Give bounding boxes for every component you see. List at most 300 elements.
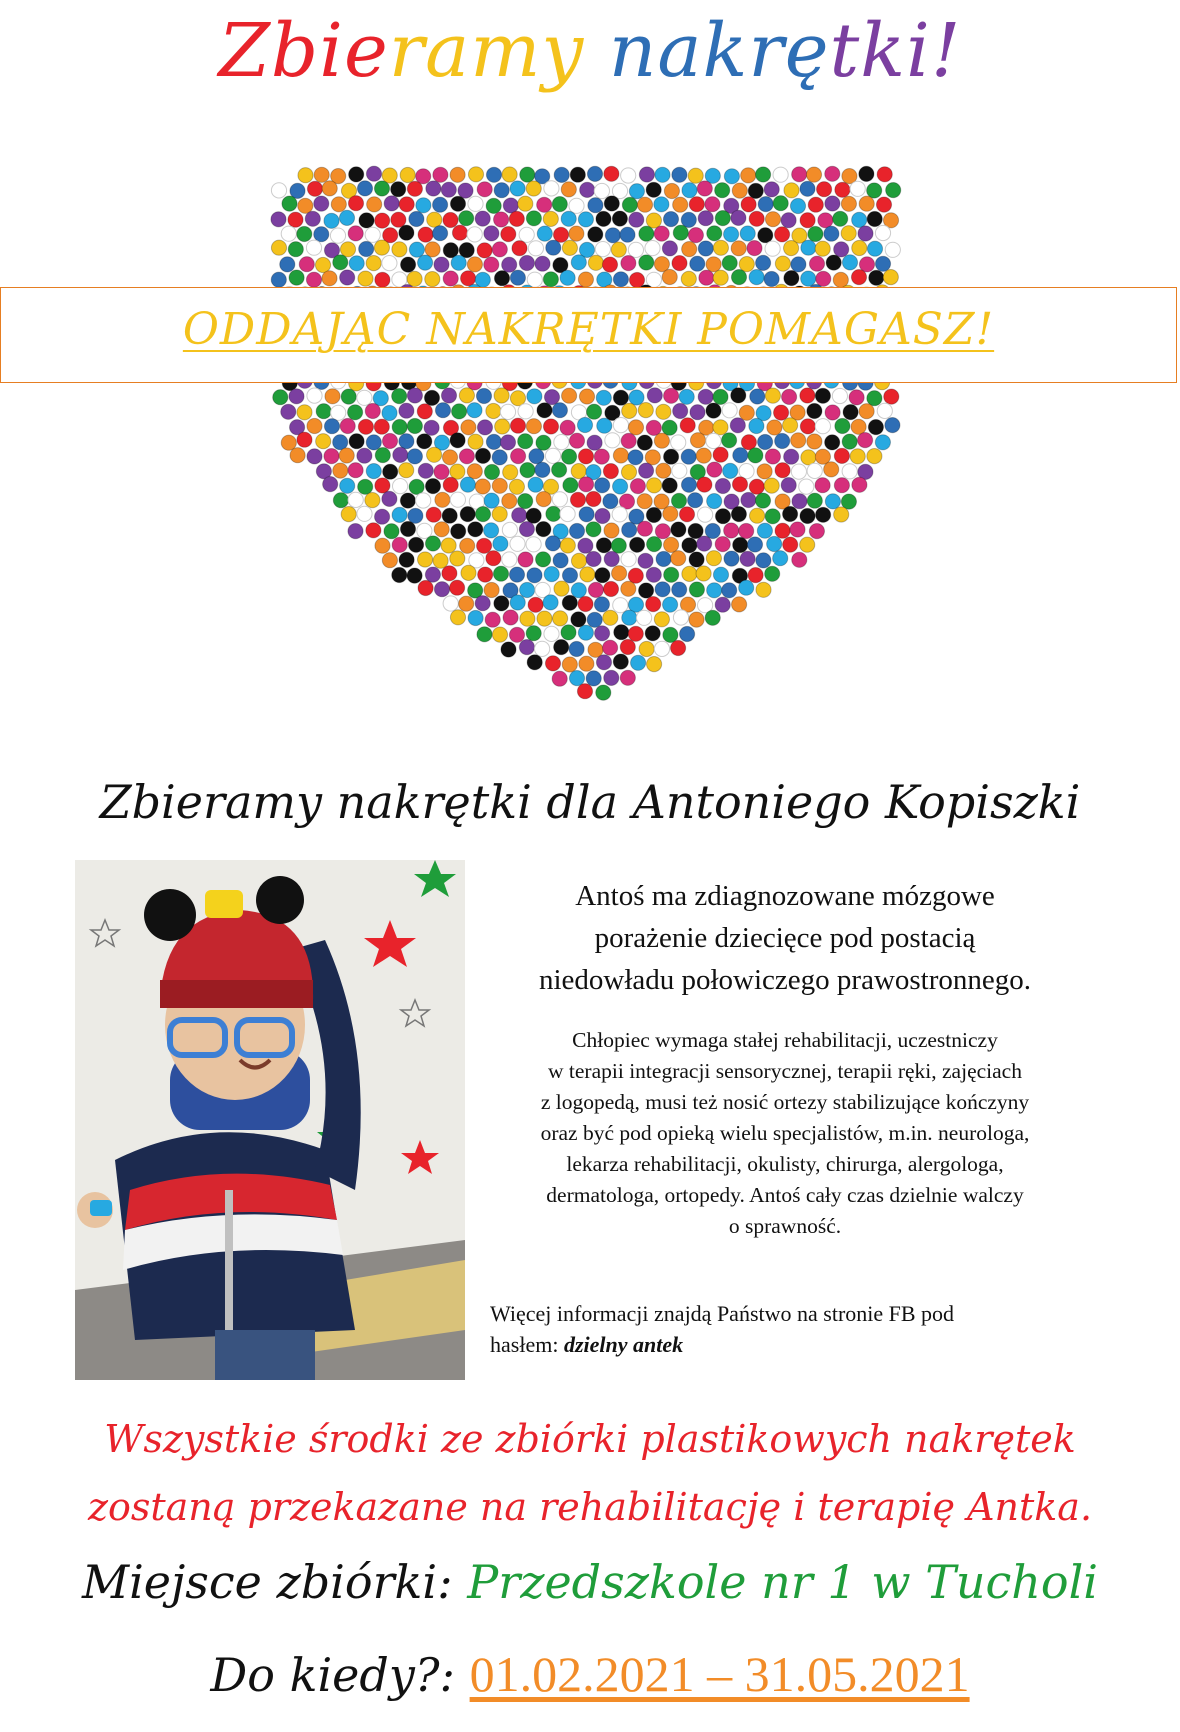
bottle-cap [732, 477, 747, 492]
bottle-cap [740, 226, 755, 241]
bottle-cap [307, 388, 322, 403]
bottle-cap [502, 167, 517, 182]
bottle-cap [554, 167, 569, 182]
bottle-cap [613, 272, 628, 287]
bottle-cap [612, 507, 627, 522]
bottle-cap [877, 167, 892, 182]
bottle-cap [791, 464, 806, 479]
bottle-cap [359, 241, 374, 256]
bottle-cap [543, 272, 558, 287]
bottle-cap [375, 538, 390, 553]
bottle-cap [526, 181, 541, 196]
bottle-cap [806, 167, 821, 182]
bottle-cap [502, 552, 517, 567]
bottle-cap [518, 494, 533, 509]
bottle-cap [604, 196, 619, 211]
bottle-cap [400, 521, 415, 536]
bottle-cap [809, 256, 824, 271]
bottle-cap [783, 537, 798, 552]
bottle-cap [535, 641, 550, 656]
bottle-cap [519, 227, 534, 242]
bottle-cap [713, 270, 728, 285]
bottle-cap [399, 197, 414, 212]
bottle-cap [561, 625, 576, 640]
bottle-cap [526, 537, 541, 552]
bottle-cap [562, 240, 577, 255]
bottle-cap [689, 197, 704, 212]
bottle-cap [826, 255, 841, 270]
bottle-cap [561, 211, 576, 226]
bottle-cap [433, 167, 448, 182]
facebook-info-line-2 [490, 1329, 1090, 1360]
bottle-cap [739, 580, 754, 595]
bottle-cap [297, 432, 312, 447]
bottle-cap [671, 435, 686, 450]
bottle-cap [349, 256, 364, 271]
bottle-cap [621, 465, 636, 480]
title-part-4: tki! [829, 8, 962, 94]
bottle-cap [468, 167, 483, 182]
bottle-cap [673, 403, 688, 418]
bottle-cap [647, 388, 662, 403]
therapy-line-5: lekarza rehabilitacji, okulisty, chirurga, alergologa, [566, 1152, 1004, 1176]
bottle-cap [358, 479, 373, 494]
bottle-cap [645, 626, 660, 641]
bottle-cap [698, 507, 713, 522]
bottle-cap [494, 271, 509, 286]
bottle-cap [638, 403, 653, 418]
bottle-cap [800, 508, 815, 523]
bottle-cap [494, 596, 509, 611]
bottle-cap [501, 227, 516, 242]
bottle-cap [297, 405, 312, 420]
bottle-cap [707, 583, 722, 598]
bottle-cap [612, 211, 627, 226]
bottle-cap [663, 212, 678, 227]
bottle-cap [544, 181, 559, 196]
bottle-cap [570, 167, 585, 182]
bottle-cap [451, 524, 466, 539]
bottle-cap [375, 478, 390, 493]
bottle-cap [348, 524, 363, 539]
bottle-cap [509, 567, 524, 582]
bottle-cap [825, 435, 840, 450]
bottle-cap [639, 167, 654, 182]
bottle-cap [614, 625, 629, 640]
bottle-cap [366, 166, 381, 181]
bottle-cap [512, 241, 527, 256]
bottle-cap [468, 434, 483, 449]
bottle-cap [656, 404, 671, 419]
bottle-cap [765, 212, 780, 227]
bottle-cap [425, 536, 440, 551]
bottle-cap [662, 241, 677, 256]
bottle-cap [825, 196, 840, 211]
bottle-cap [784, 449, 799, 464]
bottle-cap [392, 242, 407, 257]
bottle-cap [409, 479, 424, 494]
bottle-cap [755, 493, 770, 508]
bottle-caps-heart-image [270, 165, 910, 765]
bottle-cap [604, 670, 619, 685]
bottle-cap [579, 656, 594, 671]
bottle-cap [731, 388, 746, 403]
bottle-cap [486, 434, 501, 449]
bottle-cap [340, 478, 355, 493]
bottle-cap [587, 404, 602, 419]
bottle-cap [654, 641, 669, 656]
bottle-cap [366, 523, 381, 538]
bottle-cap [782, 389, 797, 404]
funds-note-line-2: zostaną przekazane na rehabilitację i terapię Antka. [87, 1485, 1093, 1529]
bottle-cap [850, 449, 865, 464]
bottle-cap [427, 447, 442, 462]
bottle-cap [594, 183, 609, 198]
bottle-cap [569, 671, 584, 686]
bottle-cap [628, 450, 643, 465]
bottle-cap [468, 522, 483, 537]
bottle-cap [478, 567, 493, 582]
bottle-cap [613, 479, 628, 494]
bottle-cap [500, 435, 515, 450]
bottle-cap [341, 507, 356, 522]
bottle-cap [545, 656, 560, 671]
bottle-cap [546, 506, 561, 521]
bottle-cap [579, 477, 594, 492]
bottle-cap [399, 552, 414, 567]
bottle-cap [639, 226, 654, 241]
bottle-cap [603, 464, 618, 479]
bottle-cap [655, 524, 670, 539]
bottle-cap [443, 271, 458, 286]
bottle-cap [749, 479, 764, 494]
bottle-cap [510, 270, 525, 285]
bottle-cap [426, 181, 441, 196]
bottle-cap [850, 181, 865, 196]
bottle-cap [605, 433, 620, 448]
bottle-cap [622, 522, 637, 537]
bottle-cap [273, 390, 288, 405]
bottle-cap [852, 240, 867, 255]
bottle-cap [715, 597, 730, 612]
bottle-cap [699, 270, 714, 285]
bottle-cap [348, 492, 363, 507]
bottle-cap [631, 655, 646, 670]
bottle-cap [594, 449, 609, 464]
title-part-2: ramy [388, 8, 609, 94]
bottle-cap [366, 464, 381, 479]
bottle-cap [348, 405, 363, 420]
bottle-cap [359, 213, 374, 228]
bottle-cap [526, 419, 541, 434]
therapy-line-1: Chłopiec wymaga stałej rehabilitacji, uczestniczy [572, 1028, 998, 1052]
bottle-cap [348, 463, 363, 478]
bottle-cap [663, 506, 678, 521]
bottle-cap [756, 553, 771, 568]
bottle-cap [639, 255, 654, 270]
bottle-cap [526, 508, 541, 523]
bottle-cap [818, 213, 833, 228]
bottle-cap [324, 449, 339, 464]
bottle-cap [655, 167, 670, 182]
bottle-cap [663, 597, 678, 612]
bottle-cap [834, 507, 849, 522]
bottle-cap [672, 463, 687, 478]
bottle-cap [271, 183, 286, 198]
bottle-cap [441, 538, 456, 553]
bottle-cap [621, 256, 636, 271]
bottle-cap [783, 418, 798, 433]
bottle-cap [859, 404, 874, 419]
bottle-cap [467, 403, 482, 418]
bottle-cap [441, 388, 456, 403]
bottle-cap [528, 241, 543, 256]
bottle-cap [715, 211, 730, 226]
bottle-cap [628, 420, 643, 435]
bottle-cap [681, 449, 696, 464]
bottle-cap [299, 257, 314, 272]
bottle-cap [365, 493, 380, 508]
bottle-cap [400, 493, 415, 508]
bottle-cap [680, 418, 695, 433]
bottle-cap [750, 389, 765, 404]
bottle-cap [815, 478, 830, 493]
bottle-cap [671, 522, 686, 537]
bottle-cap [494, 183, 509, 198]
bottle-cap [545, 536, 560, 551]
bottle-cap [407, 388, 422, 403]
bottle-cap [817, 182, 832, 197]
bottle-cap [492, 450, 507, 465]
bottle-cap [520, 167, 535, 182]
bottle-cap [825, 405, 840, 420]
bottle-cap [442, 508, 457, 523]
bottle-cap [792, 552, 807, 567]
bottle-cap [681, 271, 696, 286]
bottle-cap [392, 567, 407, 582]
bottle-cap [578, 596, 593, 611]
bottle-cap [807, 403, 822, 418]
bottle-cap [622, 610, 637, 625]
bottle-cap [426, 507, 441, 522]
bottle-cap [792, 494, 807, 509]
bottle-cap [484, 226, 499, 241]
bottle-cap [424, 420, 439, 435]
bottle-cap [484, 464, 499, 479]
bottle-cap [407, 181, 422, 196]
bottle-cap [392, 537, 407, 552]
bottle-cap [713, 240, 728, 255]
bottle-cap [715, 478, 730, 493]
bottle-cap [765, 449, 780, 464]
bottle-cap [434, 464, 449, 479]
bottle-cap [767, 420, 782, 435]
bottle-cap [671, 493, 686, 508]
bottle-cap [435, 403, 450, 418]
bottle-cap [512, 508, 527, 523]
bottle-cap [663, 627, 678, 642]
bottle-cap [724, 551, 739, 566]
bottle-cap [646, 213, 661, 228]
bottle-cap [333, 493, 348, 508]
bottle-cap [791, 433, 806, 448]
bottle-cap [408, 508, 423, 523]
bottle-cap [528, 597, 543, 612]
bottle-cap [562, 449, 577, 464]
bottle-cap [384, 524, 399, 539]
bottle-cap [629, 212, 644, 227]
bottle-cap [620, 227, 635, 242]
bottle-cap [705, 610, 720, 625]
bottle-cap [392, 507, 407, 522]
bottle-cap [628, 626, 643, 641]
bottle-cap [807, 493, 822, 508]
bottle-cap [715, 183, 730, 198]
bottle-cap [825, 166, 840, 181]
bottle-cap [520, 582, 535, 597]
bottle-cap [800, 213, 815, 228]
bottle-cap [603, 494, 618, 509]
facebook-info [490, 1298, 1090, 1360]
bottle-cap [824, 462, 839, 477]
therapy-line-6: dermatologa, ortopedy. Antoś cały czas dzielnie walczy [546, 1183, 1024, 1207]
bottle-cap [637, 197, 652, 212]
bottle-cap [758, 228, 773, 243]
bottle-cap [833, 211, 848, 226]
bottle-cap [876, 197, 891, 212]
bottle-cap [467, 464, 482, 479]
bottle-cap [510, 418, 525, 433]
bottle-cap [382, 491, 397, 506]
bottle-cap [382, 433, 397, 448]
bottle-cap [740, 551, 755, 566]
bottle-cap [365, 227, 380, 242]
bottle-cap [637, 521, 652, 536]
bottle-cap [679, 389, 694, 404]
bottle-cap [554, 581, 569, 596]
bottle-cap [427, 212, 442, 227]
bottle-cap [529, 449, 544, 464]
bottle-cap [800, 537, 815, 552]
bottle-cap [784, 241, 799, 256]
bottle-cap [645, 241, 660, 256]
bottle-cap [792, 167, 807, 182]
bottle-cap [475, 479, 490, 494]
bottle-cap [689, 612, 704, 627]
bottle-cap [450, 196, 465, 211]
bottle-cap [339, 448, 354, 463]
bottle-cap [596, 390, 611, 405]
bottle-cap [605, 228, 620, 243]
bottle-cap [468, 196, 483, 211]
bottle-cap [707, 494, 722, 509]
bottle-cap [552, 403, 567, 418]
bottle-cap [596, 538, 611, 553]
bottle-cap [799, 479, 814, 494]
bottle-cap [597, 418, 612, 433]
bottle-cap [571, 553, 586, 568]
bottle-cap [713, 420, 728, 435]
bottle-cap [825, 494, 840, 509]
bottle-cap [416, 198, 431, 213]
bottle-cap [307, 418, 322, 433]
collection-place [0, 1555, 1180, 1609]
bottle-cap [594, 597, 609, 612]
bottle-cap [543, 211, 558, 226]
bottle-cap [537, 197, 552, 212]
bottle-cap [664, 449, 679, 464]
bottle-cap [425, 272, 440, 287]
bottle-cap [859, 196, 874, 211]
bottle-cap [325, 389, 340, 404]
bottle-cap [834, 448, 849, 463]
bottle-cap [809, 524, 824, 539]
bottle-cap [536, 435, 551, 450]
bottle-cap [673, 197, 688, 212]
bottle-cap [409, 242, 424, 257]
bottle-cap [886, 183, 901, 198]
bottle-cap [784, 271, 799, 286]
bottle-cap [577, 684, 592, 699]
bottle-cap [571, 464, 586, 479]
bottle-cap [730, 418, 745, 433]
bottle-cap [418, 227, 433, 242]
bottle-cap [832, 388, 847, 403]
bottle-cap [859, 166, 874, 181]
bottle-cap [486, 403, 501, 418]
bottle-cap [407, 418, 422, 433]
bottle-cap [578, 538, 593, 553]
bottle-cap [807, 434, 822, 449]
bottle-cap [458, 183, 473, 198]
bottle-cap [842, 434, 857, 449]
bottle-cap [316, 434, 331, 449]
bottle-cap [543, 595, 558, 610]
bottle-cap [486, 198, 501, 213]
bottle-cap [271, 240, 286, 255]
bottle-cap [656, 551, 671, 566]
bottle-cap [885, 418, 900, 433]
bottle-cap [526, 626, 541, 641]
bottle-cap [418, 580, 433, 595]
bottle-cap [375, 448, 390, 463]
bottle-cap [544, 567, 559, 582]
bottle-cap [459, 211, 474, 226]
deadline-label: Do kiedy?: [210, 1648, 470, 1702]
bottle-cap [775, 433, 790, 448]
bottle-cap [588, 227, 603, 242]
bottle-cap [570, 492, 585, 507]
bottle-cap [875, 256, 890, 271]
bottle-cap [664, 567, 679, 582]
bottle-cap [732, 183, 747, 198]
bottle-cap [281, 226, 296, 241]
bottle-cap [341, 389, 356, 404]
bottle-cap [560, 538, 575, 553]
bottle-cap [662, 269, 677, 284]
bottle-cap [333, 255, 348, 270]
bottle-cap [366, 256, 381, 271]
bottle-cap [492, 507, 507, 522]
bottle-cap [706, 433, 721, 448]
bottle-cap [697, 477, 712, 492]
bottle-cap [639, 641, 654, 656]
bottle-cap [815, 388, 830, 403]
bottle-cap [367, 197, 382, 212]
bottle-cap [562, 595, 577, 610]
funds-note-line-1: Wszystkie środki ze zbiórki plastikowych nakrętek [104, 1417, 1076, 1461]
bottle-cap [460, 538, 475, 553]
